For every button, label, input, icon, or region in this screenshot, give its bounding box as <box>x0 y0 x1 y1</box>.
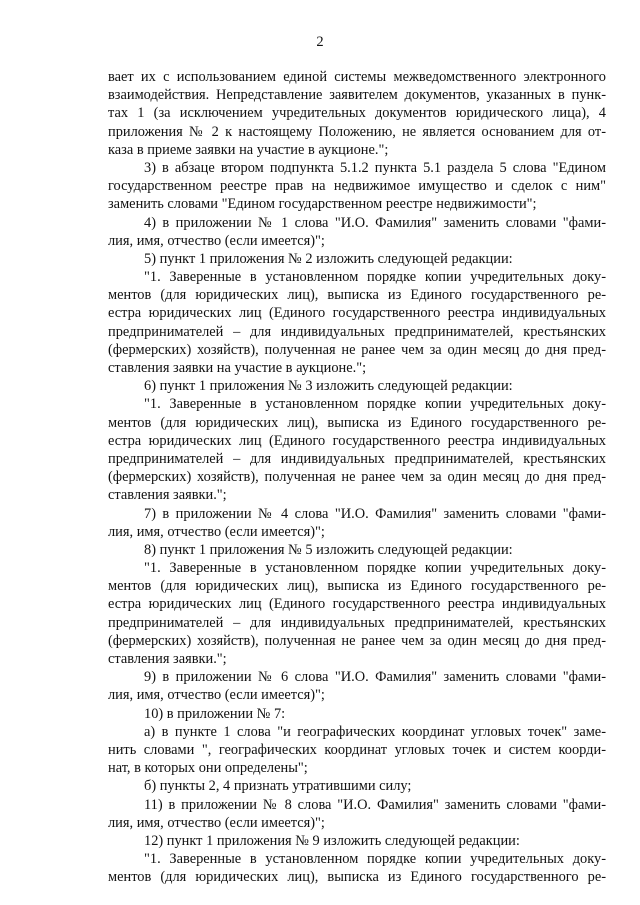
text-line: тах 1 (за исключением учредительных документов юридического лица), 4 <box>108 105 606 122</box>
text-line: а) в пункте 1 слова "и географических координат угловых точек" заме- <box>144 723 606 740</box>
text-line: 4) в приложении № 1 слова "И.О. Фамилия" заменить словами "фами- <box>144 214 606 231</box>
text-line: б) пункты 2, 4 признать утратившими силу; <box>144 778 412 795</box>
page-number: 2 <box>316 34 324 50</box>
text-line: предпринимателей – для индивидуальных предпринимателей, крестьянских <box>108 323 606 340</box>
text-line: "1. Заверенные в установленном порядке копии учредительных доку- <box>144 269 606 286</box>
text-line: 12) пункт 1 приложения № 9 изложить следующей редакции: <box>144 832 520 849</box>
text-line: каза в приеме заявки на участие в аукционе."; <box>108 141 389 158</box>
text-line: "1. Заверенные в установленном порядке копии учредительных доку- <box>144 560 606 577</box>
text-line: (фермерских) хозяйств), полученная не ранее чем за один месяц до дня пред- <box>108 632 606 649</box>
text-line: 11) в приложении № 8 слова "И.О. Фамилия" заменить словами "фами- <box>144 796 606 813</box>
text-line: "1. Заверенные в установленном порядке копии учредительных доку- <box>144 396 606 413</box>
text-line: вает их с использованием единой системы межведомственного электронного <box>108 69 606 85</box>
text-line: естра юридических лиц (Единого государственного реестра индивидуальных <box>108 596 606 613</box>
text-line: 7) в приложении № 4 слова "И.О. Фамилия" заменить словами "фами- <box>144 505 606 522</box>
text-line: заменить словами "Едином государственном реестре недвижимости"; <box>108 196 537 213</box>
text-line: ставления заявки."; <box>108 651 227 667</box>
text-line: ментов (для юридических лиц), выписка из Единого государственного ре- <box>108 578 606 595</box>
text-line: государственном реестре прав на недвижимое имущество и сделок с ним" <box>108 178 606 195</box>
text-line: лия, имя, отчество (если имеется)"; <box>108 232 325 249</box>
text-line: ментов (для юридических лиц), выписка из Единого государственного ре- <box>108 287 606 304</box>
text-line: 5) пункт 1 приложения № 2 изложить следующей редакции: <box>144 250 513 267</box>
text-line: лия, имя, отчество (если имеется)"; <box>108 687 325 704</box>
text-line: нат, в которых они определены"; <box>108 760 308 777</box>
document-body <box>108 68 606 886</box>
text-line: естра юридических лиц (Единого государственного реестра индивидуальных <box>108 305 606 322</box>
text-line: приложения № 2 к настоящему Положению, не является основанием для от- <box>108 123 606 140</box>
text-line: (фермерских) хозяйств), полученная не ранее чем за один месяц до дня пред- <box>108 341 606 358</box>
text-line: взаимодействия. Непредставление заявителем документов, указанных в пунк- <box>108 87 606 104</box>
text-line: ментов (для юридических лиц), выписка из Единого государственного ре- <box>108 869 606 886</box>
text-line: предпринимателей – для индивидуальных предпринимателей, крестьянских <box>108 614 606 631</box>
text-line: "1. Заверенные в установленном порядке копии учредительных доку- <box>144 851 606 868</box>
text-line: нить словами ", географических координат угловых точек и систем коорди- <box>108 741 606 758</box>
text-line: 8) пункт 1 приложения № 5 изложить следующей редакции: <box>144 541 513 558</box>
text-line: предпринимателей – для индивидуальных предпринимателей, крестьянских <box>108 450 606 467</box>
text-line: ментов (для юридических лиц), выписка из Единого государственного ре- <box>108 414 606 431</box>
text-line: 3) в абзаце втором подпункта 5.1.2 пункта 5.1 раздела 5 слова "Едином <box>144 159 606 176</box>
text-line: 10) в приложении № 7: <box>144 705 286 722</box>
text-line: лия, имя, отчество (если имеется)"; <box>108 523 325 540</box>
text-line: естра юридических лиц (Единого государственного реестра индивидуальных <box>108 432 606 449</box>
text-line: 9) в приложении № 6 слова "И.О. Фамилия" заменить словами "фами- <box>144 669 606 686</box>
text-line: (фермерских) хозяйств), полученная не ранее чем за один месяц до дня пред- <box>108 469 606 486</box>
text-line: 6) пункт 1 приложения № 3 изложить следующей редакции: <box>144 378 513 395</box>
text-line: ставления заявки."; <box>108 487 227 504</box>
text-line: ставления заявки на участие в аукционе."; <box>108 360 367 376</box>
text-line: лия, имя, отчество (если имеется)"; <box>108 814 325 831</box>
